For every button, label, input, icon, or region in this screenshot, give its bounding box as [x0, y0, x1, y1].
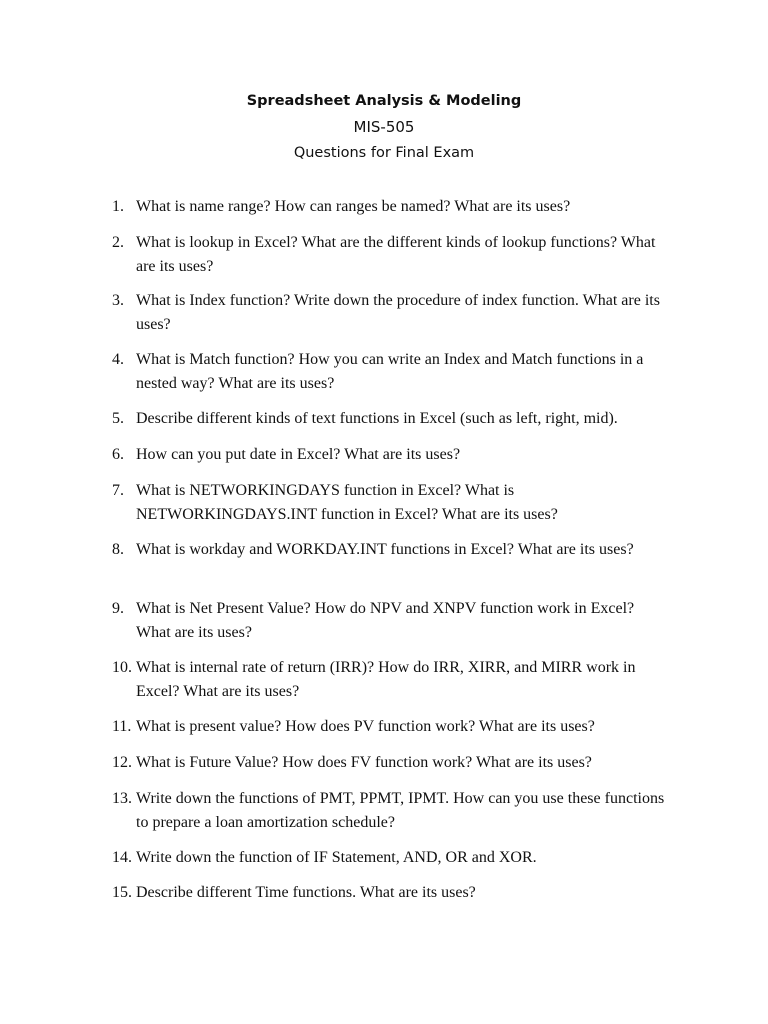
question-number: 12.	[112, 754, 132, 771]
question-number: 13.	[112, 790, 132, 807]
question-text: What is Index function? Write down the procedure of index function. What are its uses?	[136, 292, 660, 333]
question-item	[112, 751, 672, 775]
question-number: 15.	[112, 884, 132, 901]
question-item	[112, 289, 672, 337]
question-item	[112, 479, 632, 527]
question-text: Describe different Time functions. What are its uses?	[136, 884, 476, 901]
question-item	[112, 443, 632, 467]
question-number: 8.	[112, 541, 124, 558]
question-number: 1.	[112, 198, 124, 215]
question-text: What is workday and WORKDAY.INT functions in Excel? What are its uses?	[136, 541, 634, 558]
question-text: What is NETWORKINGDAYS function in Excel? What is NETWORKINGDAYS.INT function in Excel? What are its uses?	[136, 482, 558, 523]
question-text: What is present value? How does PV function work? What are its uses?	[136, 718, 595, 735]
question-text: Write down the function of IF Statement, AND, OR and XOR.	[136, 849, 537, 866]
question-number: 6.	[112, 446, 124, 463]
question-text: What is Net Present Value? How do NPV and XNPV function work in Excel? What are its uses?	[136, 600, 635, 641]
question-text: What is Future Value? How does FV function work? What are its uses?	[136, 754, 592, 771]
question-number: 7.	[112, 482, 124, 499]
question-text: How can you put date in Excel? What are its uses?	[136, 446, 461, 463]
question-item	[112, 881, 672, 905]
course-code: MIS-505	[353, 118, 415, 136]
question-item	[112, 656, 682, 704]
question-number: 2.	[112, 234, 124, 251]
question-text: What is internal rate of return (IRR)? How do IRR, XIRR, and MIRR work in Excel? What are its uses?	[136, 659, 636, 700]
question-text: What is name range? How can ranges be named? What are its uses?	[136, 198, 571, 215]
question-number: 9.	[112, 600, 124, 617]
question-number: 11.	[112, 718, 132, 735]
question-text: What is lookup in Excel? What are the different kinds of lookup functions? What are its uses?	[136, 234, 656, 275]
question-text: What is Match function? How you can write an Index and Match functions in a nested way? What are its uses?	[136, 351, 644, 392]
question-number: 10.	[112, 659, 132, 676]
question-item	[112, 195, 632, 219]
question-item	[112, 348, 672, 396]
question-item	[112, 715, 672, 739]
question-item	[112, 597, 672, 645]
question-item	[112, 846, 672, 870]
document-title: Spreadsheet Analysis & Modeling	[246, 93, 522, 109]
question-item	[112, 231, 672, 279]
question-item	[112, 787, 672, 835]
question-item	[112, 407, 682, 431]
question-text: Describe different kinds of text functions in Excel (such as left, right, mid).	[136, 410, 618, 427]
document-subtitle: Questions for Final Exam	[293, 145, 475, 161]
question-number: 4.	[112, 351, 124, 368]
question-item	[112, 538, 672, 562]
question-text: Write down the functions of PMT, PPMT, IPMT. How can you use these functions to prepare a loan amortization schedule?	[136, 790, 665, 831]
question-number: 3.	[112, 292, 124, 309]
question-number: 5.	[112, 410, 124, 427]
question-number: 14.	[112, 849, 132, 866]
